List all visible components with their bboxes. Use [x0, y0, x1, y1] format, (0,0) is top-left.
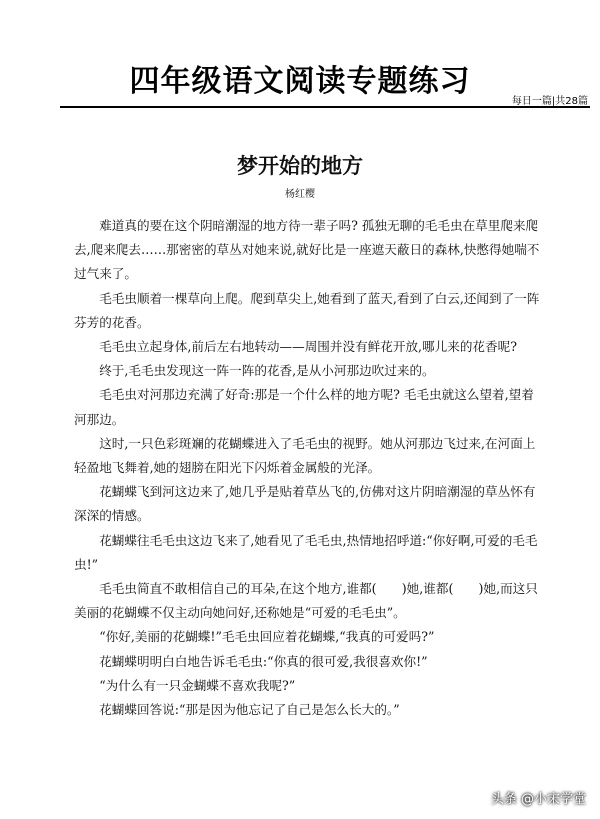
article-body	[74, 214, 544, 722]
paragraph-2: 毛毛虫顺着一棵草向上爬。爬到草尖上,她看到了蓝天,看到了白云,还闻到了一阵芬芳的花香。	[74, 290, 540, 330]
paragraph-6: 这时,一只色彩斑斓的花蝴蝶进入了毛毛虫的视野。她从河那边飞过来,在河面上轻盈地飞舞着,她的翅膀在阳光下闪烁着金属般的光泽。	[74, 435, 536, 476]
paragraph-1: 难道真的要在这个阴暗潮湿的地方待一辈子吗? 孤独无聊的毛毛虫在草里爬来爬去,爬来爬去……那密密的草丛对她来说,就好比是一座遮天蔽日的森林,快憋得她喘不过气来了。	[74, 218, 540, 282]
paragraph-8: 花蝴蝶往毛毛虫这边飞来了,她看见了毛毛虫,热情地招呼道:“你好啊,可爱的毛毛虫!”	[74, 532, 538, 572]
header-divider	[60, 106, 590, 108]
paragraph-10: “你好,美丽的花蝴蝶!”毛毛虫回应着花蝴蝶,“我真的可爱吗?”	[99, 629, 435, 645]
paragraph-13: 花蝴蝶回答说:“那是因为他忘记了自己是怎么长大的。”	[99, 702, 400, 718]
source-watermark: 头条 @小宋学堂	[490, 792, 586, 807]
paragraph-11: 花蝴蝶明明白白地告诉毛毛虫:“你真的很可爱,我很喜欢你!”	[99, 653, 428, 669]
paragraph-3: 毛毛虫立起身体,前后左右地转动——周围并没有鲜花开放,哪儿来的花香呢?	[99, 339, 517, 355]
paragraph-9: 毛毛虫简直不敢相信自己的耳朵,在这个地方,谁都( )她,谁都( )她,而这只美丽的花蝴蝶不仅主动向她问好,还称她是“可爱的毛毛虫”。	[74, 581, 538, 621]
article-title: 梦开始的地方	[237, 153, 363, 178]
article-author: 杨红樱	[285, 189, 315, 200]
series-info: 每日一篇|共28篇	[511, 96, 588, 107]
paragraph-7: 花蝴蝶飞到河这边来了,她几乎是贴着草丛飞的,仿佛对这片阴暗潮湿的草丛怀有深深的情感。	[74, 484, 536, 524]
paragraph-12: “为什么有一只金蝴蝶不喜欢我呢?”	[99, 677, 296, 693]
paragraph-5: 毛毛虫对河那边充满了好奇:那是一个什么样的地方呢? 毛毛虫就这么望着,望着河那边。	[74, 387, 534, 427]
worksheet-title: 四年级语文阅读专题练习	[129, 64, 471, 99]
paragraph-4: 终于,毛毛虫发现这一阵一阵的花香,是从小河那边吹过来的。	[99, 363, 435, 379]
